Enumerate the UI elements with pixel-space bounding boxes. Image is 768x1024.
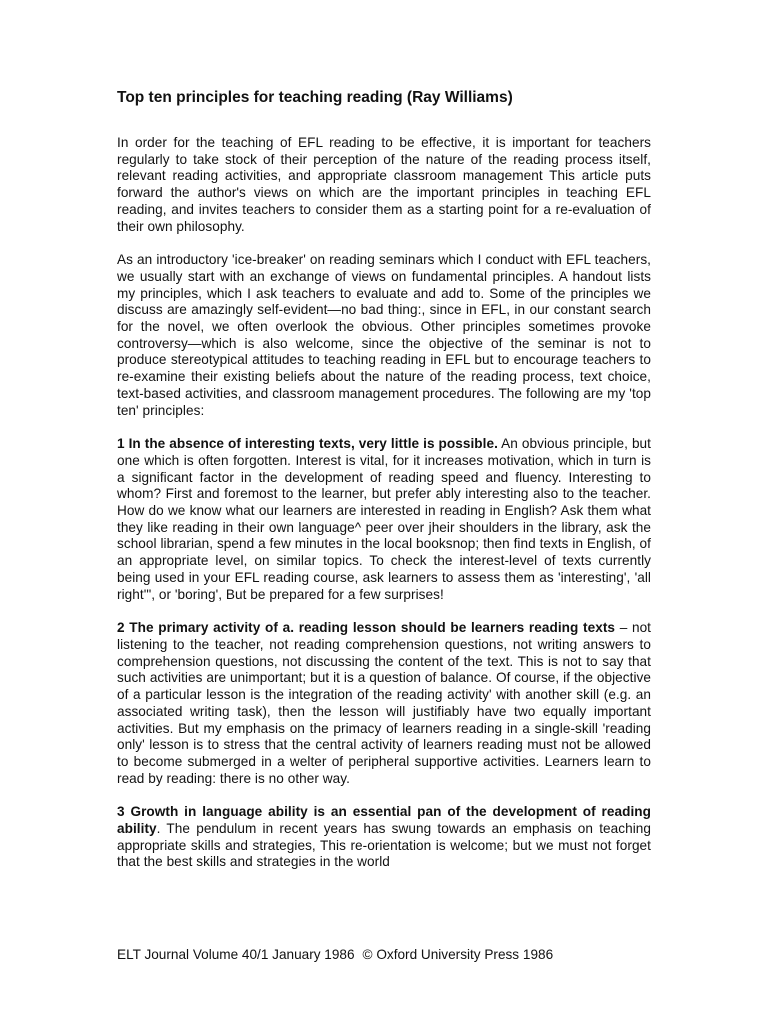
body-paragraph: As an introductory 'ice-breaker' on reading seminars which I conduct with EFL teachers, we usually start with an exchange of views on fundamental principles. A handout lists my principles, which I ask teachers to evaluate and add to. Some of the principles we discuss are amazingly self-evident—no bad thing:, since in EFL, in our constant search for the novel, we often overlook the obvious. Other principles sometimes provoke controversy—which is also welcome, since the objective of the seminar is not to produce stereotypical attitudes to teaching reading in EFL but to encourage teachers to re-examine their existing beliefs about the nature of the reading process, text choice, text-based activities, and classroom management procedures. The following are my 'top ten' principles:	[117, 252, 651, 418]
principle-3-heading: 3 Growth in language ability is an essential pan of the development of reading ability	[117, 804, 651, 837]
document-page	[117, 88, 651, 888]
page-footer	[117, 946, 677, 964]
principle-1-heading: 1 In the absence of interesting texts, very little is possible.	[117, 436, 498, 452]
principle-2-heading: 2 The primary activity of a. reading lesson should be learners reading texts	[117, 620, 616, 636]
principle-2-text: – not listening to the teacher, not reading comprehension questions, not writing answers to comprehension questions, not discussing the content of the text. This is not to say that such activities are unimportant; but it is a question of balance. Of course, if the objective of a particular lesson is the integration of the reading activity' with another skill (e.g. an associated writing task), then the lesson will justifiably have two equally important activities. But my emphasis on the primacy of learners reading in a single-skill 'reading only' lesson is to stress that the central activity of learners reading must not be allowed to become submerged in a welter of peripheral supportive activities. Learners learn to read by reading: there is no other way.	[117, 620, 652, 786]
principle-3-text: . The pendulum in recent years has swung towards an emphasis on teaching appropriate skills and strategies, This re-orientation is welcome; but we must not forget that the best skills and strategies in the world	[117, 821, 651, 870]
intro-paragraph: In order for the teaching of EFL reading to be effective, it is important for teachers regularly to take stock of their perception of the nature of the reading process itself, relevant reading activities, and appropriate classroom management This article puts forward the author's views on which are the important principles in teaching EFL reading, and invites teachers to consider them as a starting point for a re-evaluation of their own philosophy.	[117, 135, 651, 234]
principle-2	[117, 620, 651, 787]
document-title: Top ten principles for teaching reading (Ray Williams)	[117, 89, 513, 106]
principle-3	[117, 804, 651, 871]
principle-1-text: An obvious principle, but one which is often forgotten. Interest is vital, for it increases motivation, which in turn is a significant factor in the development of reading speed and fluency. Interesting to whom? First and foremost to the learner, but prefer ably interesting also to the teacher. How do we know what our learners are interested in reading in English? Ask them what they like reading in their own language^ peer over jheir shoulders in the library, ask the school librarian, spend a few minutes in the local booksnop; then find texts in English, of an appropriate level, on similar topics. To check the interest-level of texts currently being used in your EFL reading course, ask learners to assess them as 'interesting', 'all right'", or 'boring', But be prepared for a few surprises!	[117, 436, 651, 602]
principle-1	[117, 436, 651, 603]
copyright-notice: © Oxford University Press 1986	[362, 947, 554, 962]
journal-citation: ELT Journal Volume 40/1 January 1986	[117, 947, 355, 962]
